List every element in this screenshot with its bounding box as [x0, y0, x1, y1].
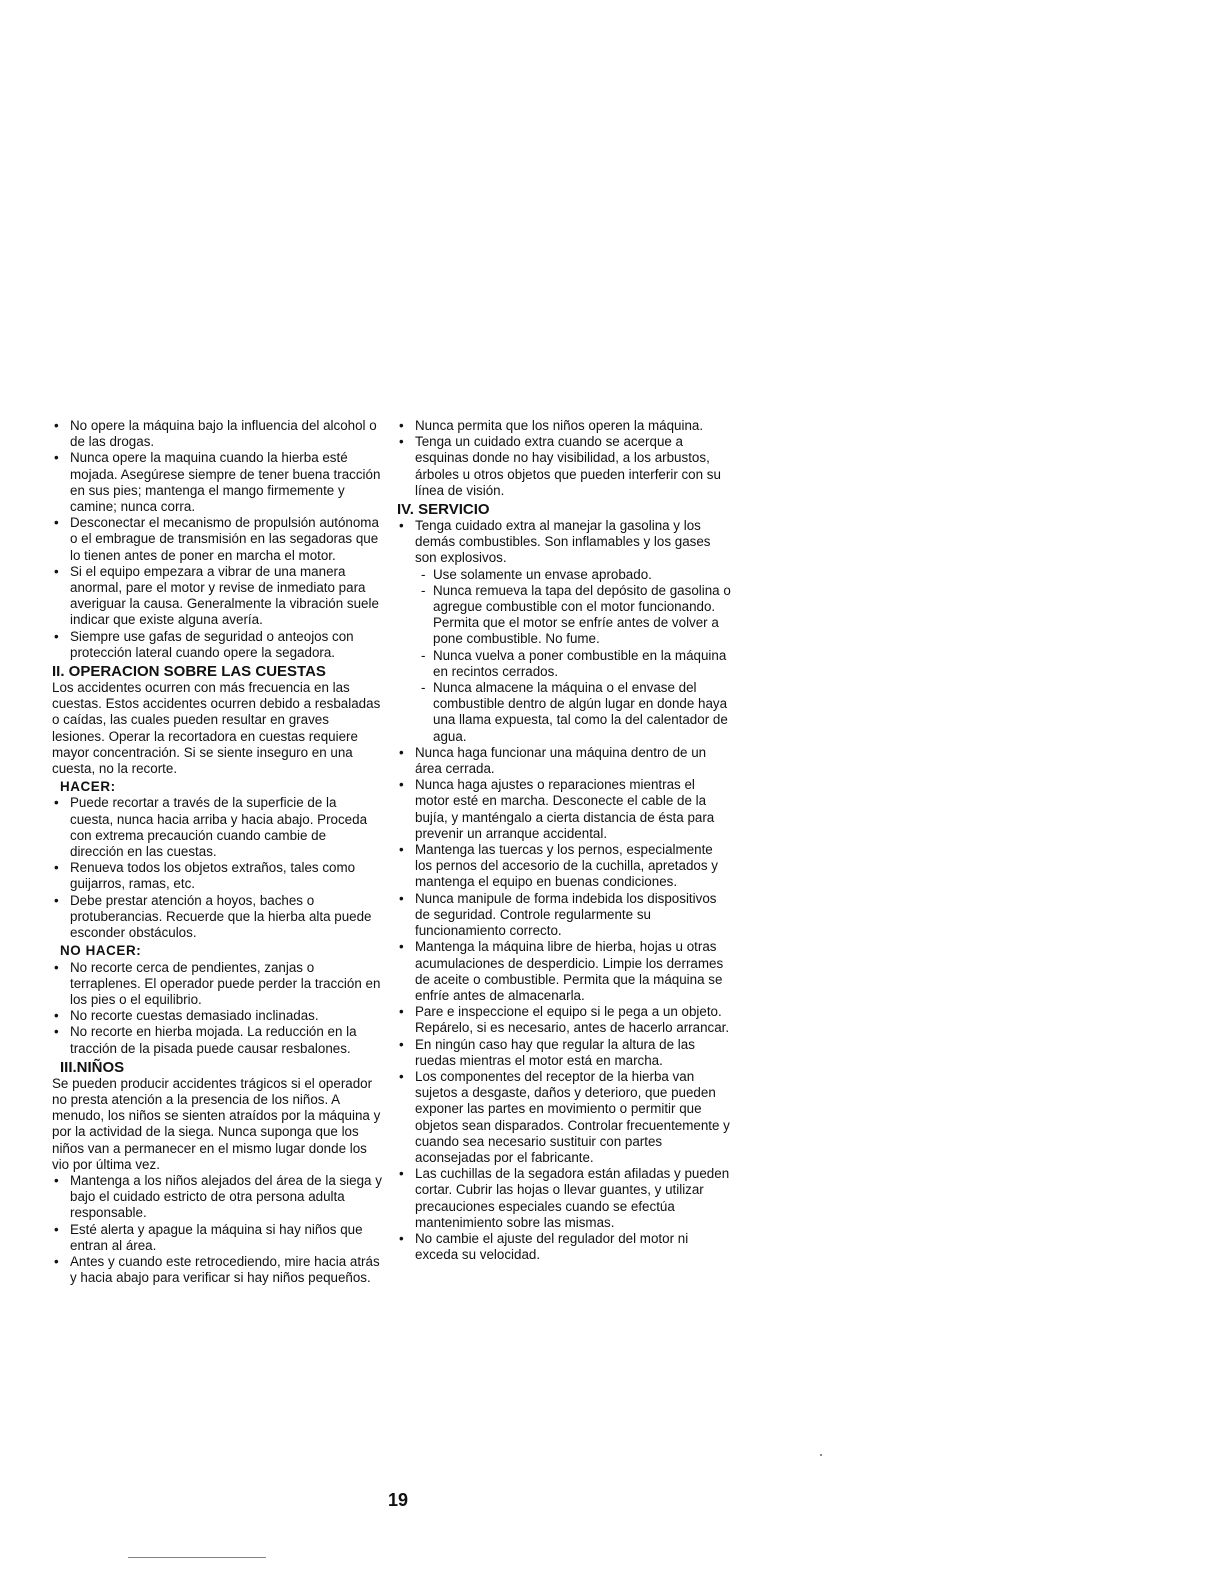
- list-item: • Tenga un cuidado extra cuando se acerque a esquinas donde no hay visibilidad, a los arbustos, árboles u otros objetos que pueden interferir con su línea de visión.: [397, 434, 732, 499]
- list-item: • No recorte en hierba mojada. La reducción en la tracción de la pisada puede causar resbalones.: [52, 1024, 382, 1056]
- list-item: • Nunca haga funcionar una máquina dentro de un área cerrada.: [397, 745, 732, 777]
- sub-list-item: - Nunca vuelva a poner combustible en la máquina en recintos cerrados.: [397, 648, 732, 680]
- list-item: • No cambie el ajuste del regulador del motor ni exceda su velocidad.: [397, 1231, 732, 1263]
- section-paragraph: Los accidentes ocurren con más frecuencia en las cuestas. Estos accidentes ocurren debido a resbaladas o caídas, las cuales pueden resultar en graves lesiones. Operar la recortadora en cuestas requiere mayor concentración. Si se siente inseguro en una cuesta, no la recorte.: [52, 680, 381, 777]
- list-item: • Si el equipo empezara a vibrar de una manera anormal, pare el motor y revise de inmediato para averiguar la causa. Generalmente la vibración suele indicar que existe alguna avería.: [52, 564, 382, 629]
- list-item: • Pare e inspeccione el equipo si le pega a un objeto. Repárelo, si es necesario, antes de hacerlo arrancar.: [397, 1004, 732, 1036]
- list-item: • Los componentes del receptor de la hierba van sujetos a desgaste, daños y deterioro, que pueden exponer las partes en movimiento o permitir que objetos sean disparados. Controlar frecuentemente y cuando sea necesario sustituir con partes aconsejadas por el fabricante.: [397, 1069, 732, 1166]
- list-item: • Nunca permita que los niños operen la máquina.: [397, 418, 732, 434]
- list-item: • Mantenga las tuercas y los pernos, especialmente los pernos del accesorio de la cuchilla, apretados y mantenga el equipo en buenas condiciones.: [397, 842, 732, 891]
- page-number: 19: [387, 1490, 409, 1510]
- list-item: • Nunca opere la maquina cuando la hierba esté mojada. Asegúrese siempre de tener buena tracción en sus pies; mantenga el mango firmemente y camine; nunca corra.: [52, 450, 382, 515]
- section-heading-children: III.NIÑOS: [60, 1058, 125, 1076]
- list-item: • No opere la máquina bajo la influencia del alcohol o de las drogas.: [52, 418, 382, 450]
- list-item: • Esté alerta y apague la máquina si hay niños que entran al área.: [52, 1222, 382, 1254]
- list-item: • Las cuchillas de la segadora están afiladas y pueden cortar. Cubrir las hojas o llevar guantes, y utilizar precauciones especiales cuando se efectúa mantenimiento sobre las mismas.: [397, 1166, 732, 1231]
- subheading-dont: NO HACER:: [60, 943, 142, 959]
- sub-list-item: - Use solamente un envase aprobado.: [397, 567, 732, 583]
- list-item: • Mantenga la máquina libre de hierba, hojas u otras acumulaciones de desperdicio. Limpie los derrames de aceite o combustible. Permita que la máquina se enfríe antes de almacenarla.: [397, 939, 732, 1004]
- list-item: • En ningún caso hay que regular la altura de las ruedas mientras el motor está en marcha.: [397, 1037, 732, 1069]
- list-item: • Desconectar el mecanismo de propulsión autónoma o el embrague de transmisión en las segadoras que lo tienen antes de poner en marcha el motor.: [52, 515, 382, 564]
- list-item: • Mantenga a los niños alejados del área de la siega y bajo el cuidado estricto de otra persona adulta responsable.: [52, 1173, 382, 1222]
- section-heading-service: IV. SERVICIO: [397, 501, 490, 519]
- list-item: • Nunca haga ajustes o reparaciones mientras el motor esté en marcha. Desconecte el cable de la bujía, y manténgalo a cierta distancia de ésta para prevenir un arranque accidental.: [397, 777, 732, 842]
- list-item: • Debe prestar atención a hoyos, baches o protuberancias. Recuerde que la hierba alta puede esconder obstáculos.: [52, 893, 382, 942]
- list-item: • Nunca manipule de forma indebida los dispositivos de seguridad. Controle regularmente su funcionamiento correcto.: [397, 891, 732, 940]
- scan-speck: [820, 1454, 822, 1456]
- footer-rule: [128, 1557, 266, 1558]
- section-paragraph: Se pueden producir accidentes trágicos si el operador no presta atención a la presencia de los niños. A menudo, los niños se sienten atraídos por la máquina y por la actividad de la siega. Nunca suponga que los niños van a permanecer en el mismo lugar donde los vio por última vez.: [52, 1075, 381, 1172]
- list-item: • Antes y cuando este retrocediendo, mire hacia atrás y hacia abajo para verificar si hay niños pequeños.: [52, 1254, 382, 1286]
- section-heading-slopes: II. OPERACION SOBRE LAS CUESTAS: [52, 663, 326, 681]
- sub-list-item: - Nunca almacene la máquina o el envase del combustible dentro de algún lugar en donde haya una llama expuesta, tal como la del calentador de agua.: [397, 680, 732, 745]
- subheading-do: HACER:: [60, 779, 116, 795]
- list-item: • Renueva todos los objetos extraños, tales como guijarros, ramas, etc.: [52, 860, 382, 892]
- list-item: • No recorte cuestas demasiado inclinadas.: [52, 1008, 382, 1024]
- sub-list-item: - Nunca remueva la tapa del depósito de gasolina o agregue combustible con el motor funcionando. Permita que el motor se enfríe antes de volver a pone combustible. No fume.: [397, 583, 732, 648]
- list-item: • Puede recortar a través de la superficie de la cuesta, nunca hacia arriba y hacia abajo. Proceda con extrema precaución cuando cambie de dirección en las cuestas.: [52, 795, 382, 860]
- right-column: [397, 418, 732, 1263]
- list-item: • No recorte cerca de pendientes, zanjas o terraplenes. El operador puede perder la tracción en los pies o el equilibrio.: [52, 960, 382, 1009]
- left-column: [52, 418, 382, 1286]
- list-item: • Tenga cuidado extra al manejar la gasolina y los demás combustibles. Son inflamables y los gases son explosivos.: [397, 518, 732, 567]
- list-item: • Siempre use gafas de seguridad o anteojos con protección lateral cuando opere la segadora.: [52, 629, 382, 661]
